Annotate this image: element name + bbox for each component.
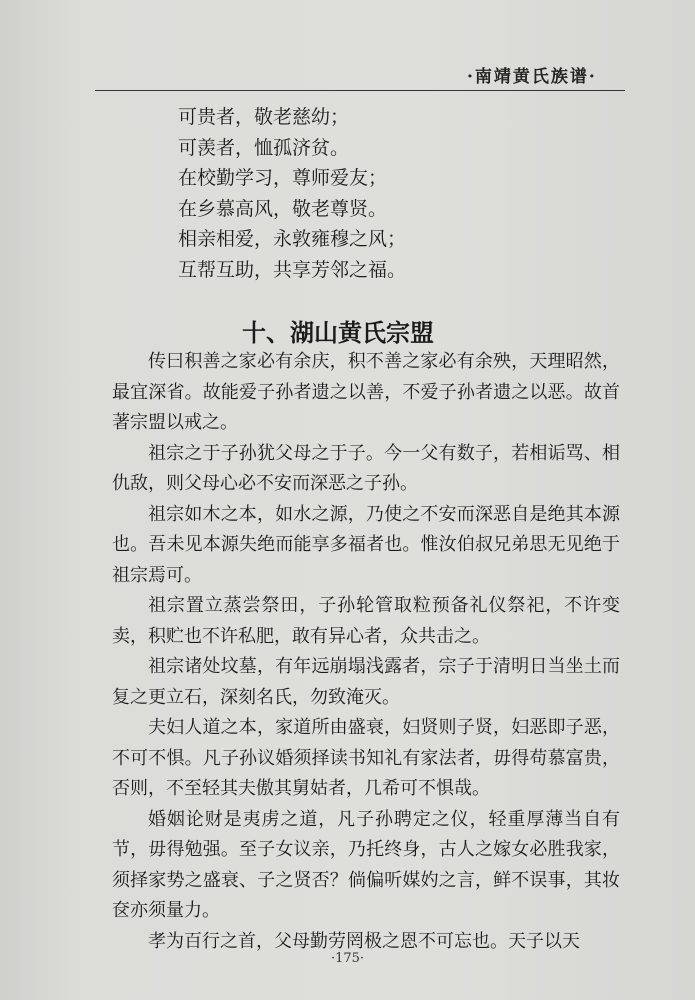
paragraph: 传曰积善之家必有余庆，积不善之家必有余殃，天理昭然，最宜深省。故能爱子孙者遗之以善，不爱子孙者遗之以恶。故首著宗盟以戒之。 <box>112 351 620 433</box>
paragraph: 婚姻论财是夷虏之道，凡子孙聘定之仪，轻重厚薄当自有节，毋得勉强。至子女议亲，乃托终身，古人之嫁女必胜我家，须择家势之盛衰、子之贤否？倘偏听媒妁之言，鲜不误事，其妆奁亦须量力。 <box>112 808 620 921</box>
paragraph: 夫妇人道之本，家道所由盛衰，妇贤则子贤，妇恶即子恶，不可不惧。凡子孙议婚须择读书知礼有家法者，毋得苟慕富贵，否则，不至轻其夫傲其舅姑者，几希可不惧哉。 <box>112 717 620 799</box>
poem-block <box>178 102 406 285</box>
poem-line: 在乡慕高风，敬老尊贤。 <box>178 197 388 220</box>
body-text <box>112 347 620 957</box>
poem-line: 互帮互助，共享芳邻之福。 <box>178 258 407 281</box>
paragraph: 祖宗之于子孙犹父母之于子。今一父有数子，若相诟骂、相仇敌，则父母心必不安而深恶之子孙。 <box>112 442 620 494</box>
paragraph: 祖宗诸处坟墓，有年远崩塌浅露者，宗子于清明日当坐土而复之更立石，深刻名氏，勿致淹灭。 <box>112 656 620 708</box>
paragraph: 祖宗置立蒸尝祭田，子孙轮管取粒预备礼仪祭祀，不许变卖，积贮也不许私肥，敢有异心者，众共击之。 <box>112 595 620 647</box>
poem-line: 在校勤学习，尊师爱友； <box>178 167 388 189</box>
paragraph: 祖宗如木之本，如水之源，乃使之不安而深恶自是绝其本源也。吾未见本源失绝而能享多福者也。惟汝伯叔兄弟思无见绝于祖宗焉可。 <box>112 503 620 586</box>
page-number: ·175· <box>330 951 365 966</box>
running-header: ·南靖黄氏族谱· <box>467 67 597 87</box>
poem-line: 可羡者，恤孤济贫。 <box>178 136 350 159</box>
paragraph: 孝为百行之首，父母勤劳罔极之恩不可忘也。天子以天 <box>148 930 580 952</box>
poem-line: 相亲相爱，永敦雍穆之风； <box>178 228 407 250</box>
section-title: 十、湖山黄氏宗盟 <box>242 318 434 347</box>
poem-line: 可贵者，敬老慈幼； <box>178 106 350 128</box>
header-rule <box>95 90 625 91</box>
